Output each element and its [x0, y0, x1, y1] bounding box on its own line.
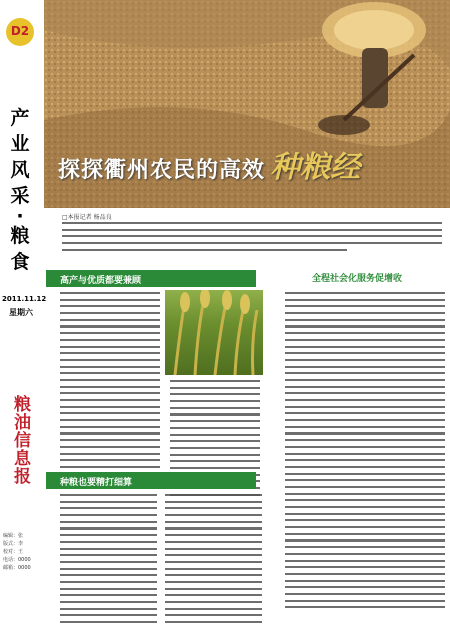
section-title-char: 采	[10, 185, 30, 207]
headline-main: 探探衢州农民的高效	[58, 158, 266, 183]
rice-plants-illustration	[165, 290, 263, 375]
byline: □本报记者 杨品良	[62, 214, 112, 221]
lead-paragraph	[62, 222, 442, 255]
masthead-column	[0, 0, 47, 640]
text-column	[165, 494, 262, 628]
section-title-char: ·	[16, 205, 24, 227]
section-title: 高产与优质都要兼顾	[60, 276, 142, 286]
info-line: 校对：王	[3, 549, 24, 555]
info-line: 版式：李	[3, 541, 24, 547]
hero-headline	[58, 142, 360, 186]
headline-accent: 种粮经	[270, 150, 361, 185]
paper-logo	[8, 395, 32, 485]
section-title-char: 食	[10, 251, 30, 273]
info-line: 邮箱：0000	[3, 565, 31, 571]
hero-photo	[44, 0, 450, 208]
section-title: 种粮也要精打细算	[60, 478, 133, 488]
section-title-char: 风	[10, 159, 30, 181]
section-title-char: 粮	[10, 225, 30, 247]
section-title: 全程社会化服务促增收	[312, 274, 403, 284]
section-header-services	[290, 268, 446, 285]
page-number: D2	[10, 24, 30, 38]
issue-date: 2011.11.12	[2, 295, 47, 303]
section-title-char: 产	[10, 107, 30, 129]
issue-weekday: 星期六	[9, 308, 33, 317]
info-line: 编辑：张	[3, 533, 24, 539]
text-column	[285, 292, 445, 613]
section-header-high-yield	[46, 270, 256, 287]
section-header-planning	[46, 472, 256, 489]
section-title	[8, 105, 32, 275]
masthead-info	[3, 532, 39, 572]
info-line: 电话：0000	[3, 557, 31, 563]
paper-logo-text: 粮油信息报	[10, 395, 30, 485]
text-column	[60, 292, 160, 479]
section-title-char: 业	[10, 133, 30, 155]
rice-field-photo	[165, 290, 263, 375]
text-column	[60, 494, 157, 628]
